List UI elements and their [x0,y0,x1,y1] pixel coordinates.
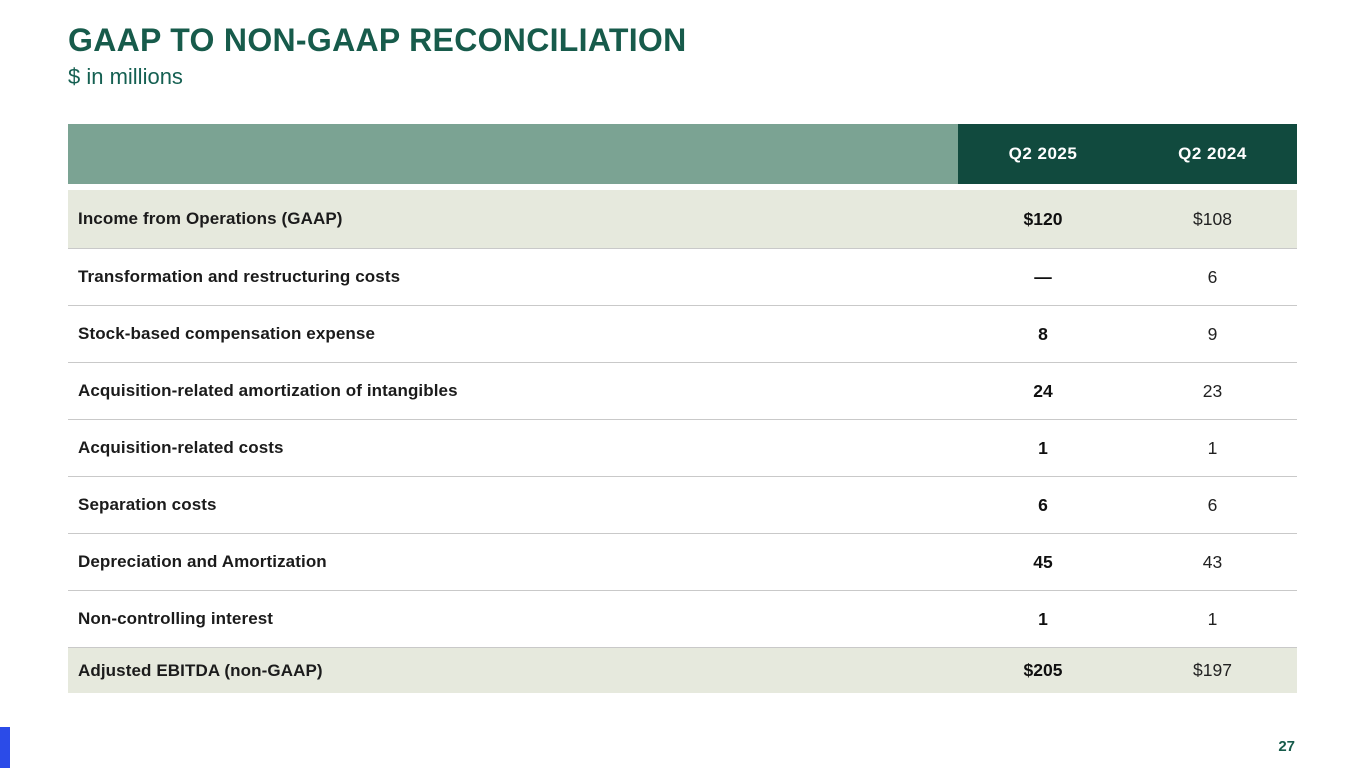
table-row [68,305,1297,362]
value-q2-2024: 9 [1207,323,1218,344]
row-label: Transformation and restructuring costs [78,267,401,286]
row-label: Acquisition-related amortization of intangibles [78,381,458,400]
value-q2-2025: 6 [1038,494,1048,515]
page-number: 27 [1278,738,1295,755]
reconciliation-table [68,124,1297,693]
value-q2-2025: $205 [1023,660,1063,680]
table-row [68,647,1297,693]
value-q2-2024: $108 [1193,208,1232,229]
page-subtitle: $ in millions [68,64,183,89]
value-q2-2025: 8 [1038,323,1048,344]
table-row [68,419,1297,476]
value-q2-2024: 23 [1202,380,1223,401]
value-q2-2024: 1 [1207,608,1218,629]
table-row [68,248,1297,305]
table-row [68,190,1297,248]
column-header-q2-2025: Q2 2025 [958,124,1128,184]
table-row [68,533,1297,590]
row-label: Stock-based compensation expense [78,324,376,343]
table-body [68,190,1297,693]
value-q2-2025: 1 [1038,608,1048,629]
value-q2-2025: 45 [1033,551,1053,572]
row-label: Acquisition-related costs [78,438,284,457]
row-label: Adjusted EBITDA (non-GAAP) [78,660,323,680]
page-title: GAAP TO NON-GAAP RECONCILIATION [68,22,687,58]
accent-bar [0,727,10,768]
value-q2-2024: 6 [1207,266,1218,287]
value-q2-2024: $197 [1193,660,1232,680]
value-q2-2024: 43 [1202,551,1223,572]
table-row [68,476,1297,533]
value-q2-2025: $120 [1023,208,1063,229]
table-row [68,362,1297,419]
value-q2-2025: 24 [1033,380,1053,401]
table-header-row [68,124,1297,184]
row-label: Income from Operations (GAAP) [78,209,343,228]
table-header-label-spacer [68,124,958,184]
table-row [68,590,1297,647]
row-label: Depreciation and Amortization [78,552,327,571]
column-header-q2-2024: Q2 2024 [1128,124,1297,184]
value-q2-2025: — [1034,266,1052,287]
value-q2-2024: 1 [1207,437,1218,458]
row-label: Separation costs [78,495,217,514]
row-label: Non-controlling interest [78,609,274,628]
value-q2-2024: 6 [1207,494,1218,515]
value-q2-2025: 1 [1038,437,1048,458]
